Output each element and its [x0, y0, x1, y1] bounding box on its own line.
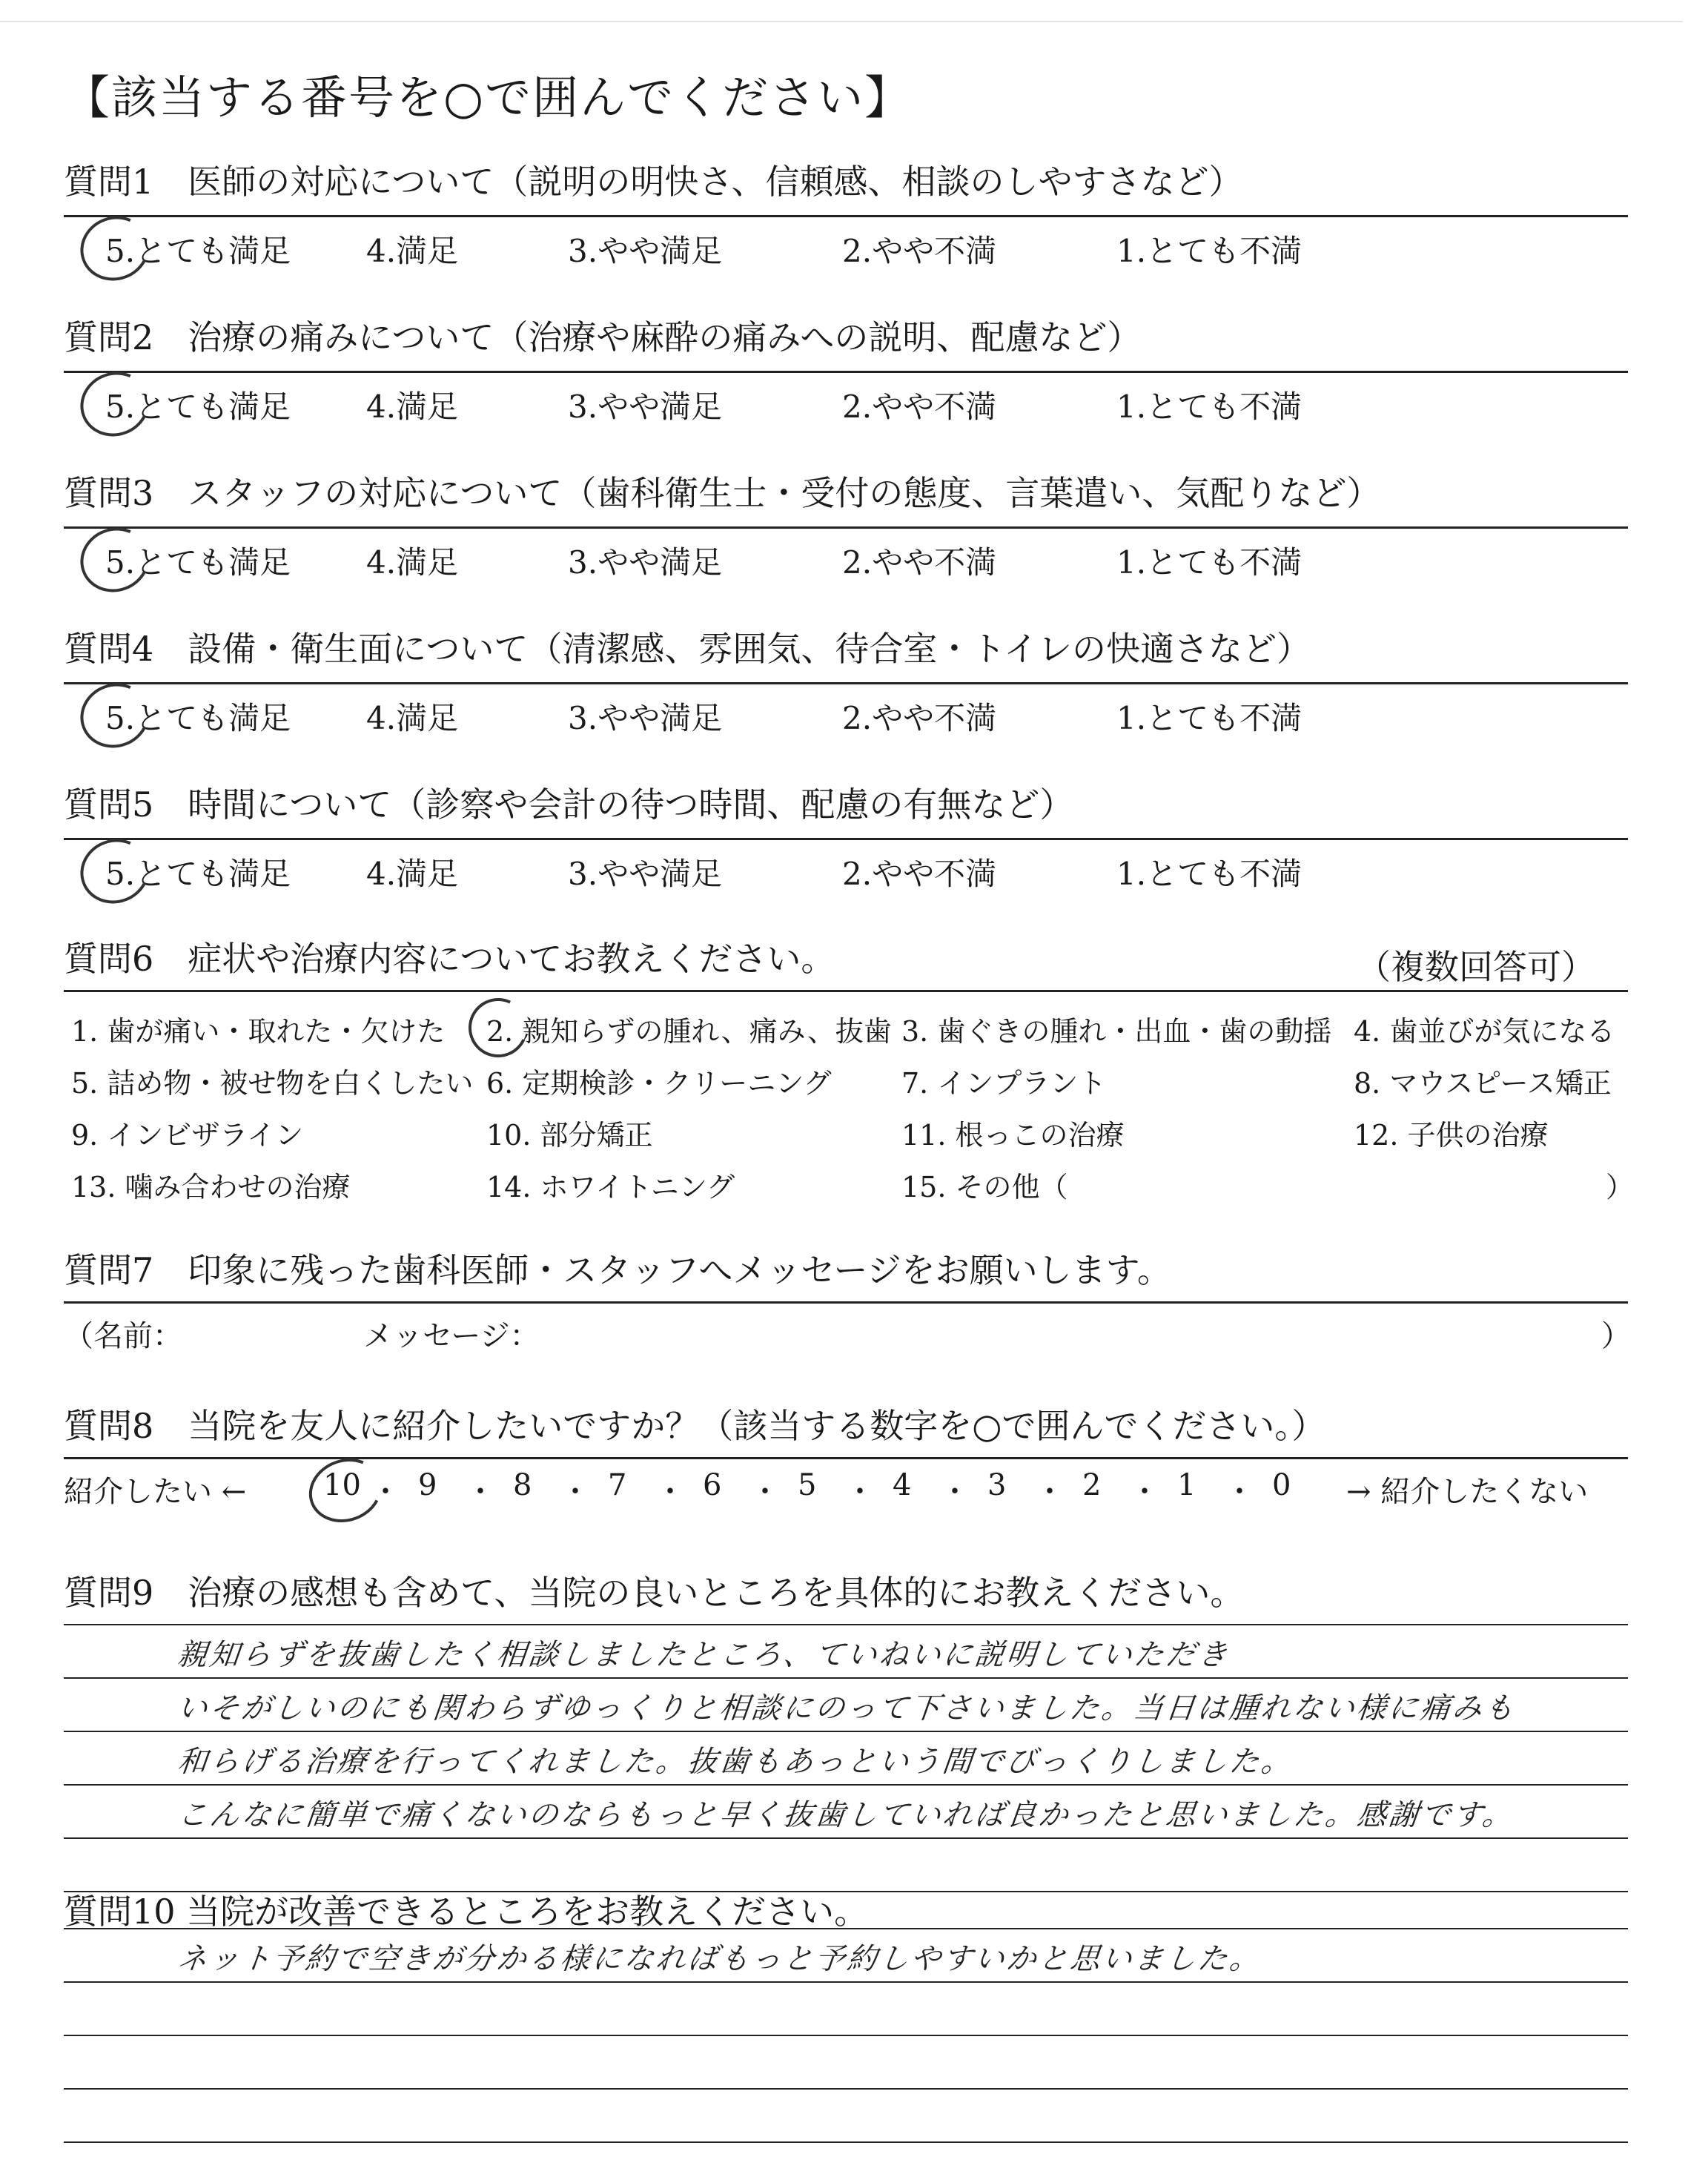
q8-scale-10[interactable]: 10	[323, 1468, 361, 1502]
q9-writing-line	[64, 1624, 1628, 1625]
q3-option-1[interactable]: 1.とても不満	[1116, 544, 1302, 581]
q8-scale-dot: ・	[560, 1475, 590, 1509]
q8-scale-dot: ・	[940, 1475, 970, 1509]
q8-scale-dot: ・	[371, 1475, 400, 1509]
q6-option-1[interactable]: 1. 歯が痛い・取れた・欠けた	[71, 1015, 446, 1048]
q10-writing-line	[64, 2035, 1628, 2036]
q5-rule	[64, 838, 1628, 840]
q8-scale-dot: ・	[750, 1475, 780, 1509]
q9-writing-line	[64, 1677, 1628, 1679]
q4-option-4[interactable]: 4.満足	[366, 700, 459, 736]
q9-handwritten-text: 親知らずを抜歯したく相談しましたところ、ていねいに説明していただき	[176, 1638, 1232, 1672]
q8-scale	[64, 1468, 1628, 1513]
scan-edge-line	[0, 21, 1683, 22]
q7-message-label: メッセージ：	[363, 1319, 540, 1353]
q5-option-2[interactable]: 2.やや不満	[842, 856, 997, 892]
q10-writing-line	[64, 2141, 1628, 2143]
q2-options	[64, 383, 1628, 427]
q1-option-2[interactable]: 2.やや不満	[842, 233, 997, 269]
q6-option-13[interactable]: 13. 噛み合わせの治療	[71, 1171, 351, 1203]
q1-rule	[64, 215, 1628, 217]
q2-option-2[interactable]: 2.やや不満	[842, 389, 997, 425]
q8-scale-dot: ・	[1035, 1475, 1065, 1509]
q6-option-15[interactable]: 15. その他（	[901, 1171, 1068, 1203]
q3-option-4[interactable]: 4.満足	[366, 544, 459, 581]
q7-name-label: （名前：	[64, 1319, 182, 1353]
q6-rule	[64, 990, 1628, 992]
q9-title: 質問9 治療の感想も含めて、当院の良いところを具体的にお教えください。	[64, 1573, 1245, 1613]
q2-option-4[interactable]: 4.満足	[366, 389, 459, 425]
q6-option-3[interactable]: 3. 歯ぐきの腫れ・出血・歯の動揺	[901, 1015, 1332, 1048]
q8-scale-0[interactable]: 0	[1272, 1468, 1291, 1502]
q4-option-3[interactable]: 3.やや満足	[568, 700, 723, 736]
q6-note: （複数回答可）	[1357, 947, 1595, 987]
q6-option-14[interactable]: 14. ホワイトニング	[486, 1171, 735, 1203]
q1-options	[64, 227, 1628, 271]
q1-option-5[interactable]: 5.とても満足	[105, 233, 291, 269]
q9-writing-line	[64, 1784, 1628, 1786]
q8-rule	[64, 1457, 1628, 1459]
q10-handwritten-text: ネット予約で空きが分かる様になればもっと予約しやすいかと思いました。	[176, 1942, 1264, 1976]
q8-scale-7[interactable]: 7	[608, 1468, 627, 1502]
q3-option-5[interactable]: 5.とても満足	[105, 544, 291, 581]
q8-scale-5[interactable]: 5	[798, 1468, 817, 1502]
q7-rule	[64, 1301, 1628, 1304]
q6-option-6[interactable]: 6. 定期検診・クリーニング	[486, 1067, 832, 1100]
q3-option-3[interactable]: 3.やや満足	[568, 544, 723, 581]
q8-scale-2[interactable]: 2	[1082, 1468, 1102, 1502]
q9-handwritten-text: こんなに簡単で痛くないのならもっと早く抜歯していれば良かったと思いました。感謝です。	[176, 1798, 1516, 1832]
q8-title: 質問8 当院を友人に紹介したいですか？（該当する数字を○で囲んでください。）	[64, 1406, 1326, 1446]
q10-writing-line	[64, 1928, 1628, 1929]
q3-option-2[interactable]: 2.やや不満	[842, 544, 997, 581]
q6-option-9[interactable]: 9. インビザライン	[71, 1119, 304, 1152]
q6-option-4[interactable]: 4. 歯並びが気になる	[1354, 1015, 1615, 1048]
q9-writing-line	[64, 1837, 1628, 1839]
q6-option-5[interactable]: 5. 詰め物・被せ物を白くしたい	[71, 1067, 474, 1100]
q10-writing-line	[64, 1981, 1628, 1983]
q3-options	[64, 538, 1628, 583]
q8-scale-dot: ・	[845, 1475, 875, 1509]
q3-selection-circle	[71, 518, 159, 602]
q8-left-label: 紹介したい ←	[64, 1475, 247, 1509]
q3-title: 質問3 スタッフの対応について（歯科衛生士・受付の態度、言葉遣い、気配りなど）	[64, 473, 1381, 513]
q4-option-1[interactable]: 1.とても不満	[1116, 700, 1302, 736]
q6-option-7[interactable]: 7. インプラント	[901, 1067, 1107, 1100]
q6-title: 質問6 症状や治療内容についてお教えください。	[64, 939, 835, 979]
q8-scale-9[interactable]: 9	[418, 1468, 437, 1502]
q8-scale-8[interactable]: 8	[513, 1468, 532, 1502]
q6-option-10[interactable]: 10. 部分矯正	[486, 1119, 653, 1152]
q5-option-1[interactable]: 1.とても不満	[1116, 856, 1302, 892]
form-heading: 【該当する番号を○で囲んでください】	[64, 70, 913, 125]
q8-scale-dot: ・	[655, 1475, 685, 1509]
q6-option-8[interactable]: 8. マウスピース矯正	[1354, 1067, 1612, 1100]
q8-scale-dot: ・	[1130, 1475, 1159, 1509]
q8-scale-dot: ・	[466, 1475, 495, 1509]
q4-option-2[interactable]: 2.やや不満	[842, 700, 997, 736]
q1-option-4[interactable]: 4.満足	[366, 233, 459, 269]
q6-option-11[interactable]: 11. 根っこの治療	[901, 1119, 1125, 1152]
q8-scale-6[interactable]: 6	[703, 1468, 722, 1502]
q7-close-paren: ）	[1601, 1319, 1631, 1353]
q6-options	[64, 1008, 1635, 1216]
q5-option-4[interactable]: 4.満足	[366, 856, 459, 892]
q8-scale-dot: ・	[1225, 1475, 1254, 1509]
q8-scale-3[interactable]: 3	[987, 1468, 1007, 1502]
q5-option-3[interactable]: 3.やや満足	[568, 856, 723, 892]
q2-option-3[interactable]: 3.やや満足	[568, 389, 723, 425]
q9-writing-line	[64, 1731, 1628, 1732]
q5-selection-circle	[71, 830, 159, 914]
q6-other-close-paren: ）	[1606, 1171, 1635, 1203]
q2-option-5[interactable]: 5.とても満足	[105, 389, 291, 425]
q10-writing-line	[64, 2088, 1628, 2090]
q10-title: 質問10 当院が改善できるところをお教えください。	[64, 1892, 869, 1932]
q4-selection-circle	[71, 674, 159, 758]
q4-rule	[64, 682, 1628, 684]
q5-options	[64, 850, 1628, 894]
q1-option-3[interactable]: 3.やや満足	[568, 233, 723, 269]
q6-option-2[interactable]: 2. 親知らずの腫れ、痛み、抜歯	[486, 1015, 892, 1048]
q5-title: 質問5 時間について（診察や会計の待つ時間、配慮の有無など）	[64, 785, 1074, 825]
q8-right-label: → 紹介したくない	[1346, 1475, 1589, 1509]
q5-option-5[interactable]: 5.とても満足	[105, 856, 291, 892]
q1-option-1[interactable]: 1.とても不満	[1116, 233, 1302, 269]
q6-selection-circle	[460, 990, 537, 1066]
q1-title: 質問1 医師の対応について（説明の明快さ、信頼感、相談のしやすさなど）	[64, 162, 1243, 202]
q4-option-5[interactable]: 5.とても満足	[105, 700, 291, 736]
q4-title: 質問4 設備・衛生面について（清潔感、雰囲気、待合室・トイレの快適さなど）	[64, 629, 1311, 669]
q3-rule	[64, 526, 1628, 529]
q2-selection-circle	[71, 363, 159, 446]
q1-selection-circle	[71, 207, 159, 291]
q2-option-1[interactable]: 1.とても不満	[1116, 389, 1302, 425]
q4-options	[64, 694, 1628, 739]
q2-title: 質問2 治療の痛みについて（治療や麻酔の痛みへの説明、配慮など）	[64, 317, 1142, 357]
q2-rule	[64, 371, 1628, 373]
q9-handwritten-text: 和らげる治療を行ってくれました。抜歯もあっという間でびっくりしました。	[176, 1745, 1295, 1779]
q8-scale-4[interactable]: 4	[893, 1468, 912, 1502]
q7-title: 質問7 印象に残った歯科医師・スタッフへメッセージをお願いします。	[64, 1250, 1171, 1290]
q9-handwritten-text: いそがしいのにも関わらずゆっくりと相談にのって下さいました。当日は腫れない様に痛みも	[176, 1691, 1518, 1725]
q6-option-12[interactable]: 12. 子供の治療	[1354, 1119, 1549, 1152]
q8-scale-1[interactable]: 1	[1177, 1468, 1196, 1502]
